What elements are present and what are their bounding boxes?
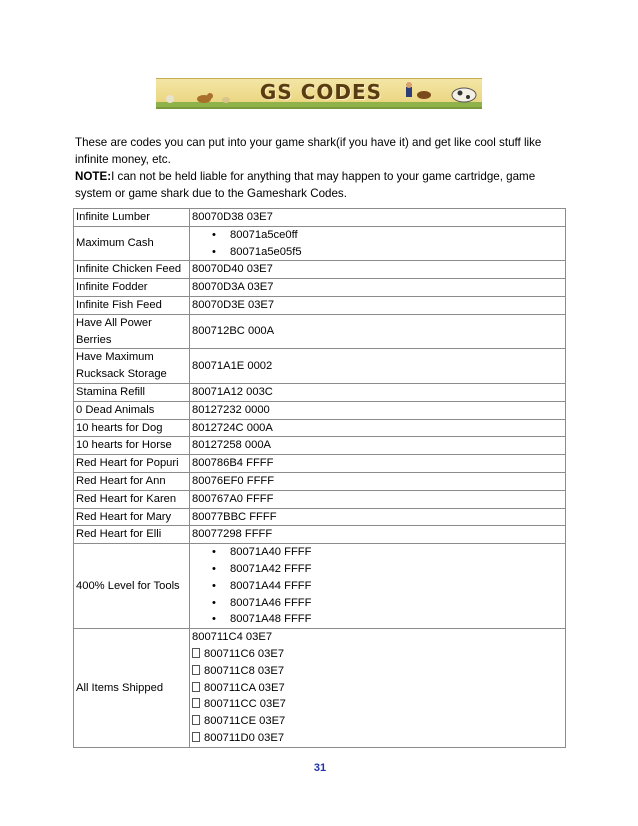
table-row — [74, 383, 566, 401]
table-row — [74, 349, 566, 384]
table-row — [74, 296, 566, 314]
code-value-cell: 80127258 000A — [190, 437, 566, 455]
table-row — [74, 419, 566, 437]
note-text: I can not be held liable for anything that may happen to your game cartridge, game system or game shark due to the Gameshark Codes. — [75, 170, 536, 200]
code-list — [192, 227, 563, 261]
code-list-item: • 80071a5e05f5 — [230, 244, 563, 261]
code-name-cell: 10 hearts for Dog — [74, 419, 190, 437]
code-value-cell: 800767A0 FFFF — [190, 490, 566, 508]
code-line-text: 800711CA 03E7 — [204, 681, 285, 694]
table-row — [74, 490, 566, 508]
code-value-cell: 8012724C 000A — [190, 419, 566, 437]
table-row — [74, 455, 566, 473]
intro-text — [75, 134, 545, 202]
code-value-cell: 80127232 0000 — [190, 401, 566, 419]
code-name-cell: Infinite Fodder — [74, 279, 190, 297]
table-row — [74, 437, 566, 455]
code-name-cell: Infinite Fish Feed — [74, 296, 190, 314]
code-name-cell: Red Heart for Mary — [74, 508, 190, 526]
code-value-cell: 80076EF0 FFFF — [190, 472, 566, 490]
code-name-cell: Stamina Refill — [74, 383, 190, 401]
code-value-cell: 80070D3E 03E7 — [190, 296, 566, 314]
code-name-cell: 400% Level for Tools — [74, 544, 190, 629]
table-row — [74, 209, 566, 227]
code-name-cell: 0 Dead Animals — [74, 401, 190, 419]
code-line-text: 800711CC 03E7 — [204, 698, 286, 711]
table-row — [74, 261, 566, 279]
table-row — [74, 226, 566, 261]
code-line-text: 800711CE 03E7 — [204, 715, 286, 728]
missing-glyph-box-icon — [192, 715, 200, 725]
gameshark-codes-table — [73, 208, 566, 748]
code-value-cell: 80070D40 03E7 — [190, 261, 566, 279]
code-line: 800711C4 03E7 — [192, 631, 273, 644]
code-value-cell: 80070D3A 03E7 — [190, 279, 566, 297]
code-name-cell: Red Heart for Elli — [74, 526, 190, 544]
note-label: NOTE: — [75, 170, 112, 183]
code-name-cell: Have Maximum Rucksack Storage — [74, 349, 190, 384]
code-list-item: • 80071A42 FFFF — [230, 561, 563, 578]
code-value-cell — [190, 226, 566, 261]
code-value-cell: 80070D38 03E7 — [190, 209, 566, 227]
code-line — [192, 680, 563, 697]
missing-glyph-box-icon — [192, 648, 200, 658]
code-line — [192, 730, 563, 747]
code-list-item: • 80071A44 FFFF — [230, 578, 563, 595]
code-name-cell: All Items Shipped — [74, 629, 190, 748]
code-list-item: • 80071A48 FFFF — [230, 611, 563, 628]
disclaimer-note — [75, 168, 545, 202]
table-row — [74, 314, 566, 349]
code-list — [192, 544, 563, 628]
page-number: 31 — [313, 762, 327, 774]
banner-farm-decoration-left — [164, 89, 234, 105]
code-line — [192, 696, 563, 713]
missing-glyph-box-icon — [192, 682, 200, 692]
code-line-text: 800711C8 03E7 — [204, 664, 285, 677]
table-row — [74, 544, 566, 629]
code-name-cell: Red Heart for Popuri — [74, 455, 190, 473]
code-value-cell — [190, 544, 566, 629]
table-row — [74, 472, 566, 490]
banner-farm-decoration-right — [396, 81, 480, 105]
code-value-cell: 80077298 FFFF — [190, 526, 566, 544]
code-line — [192, 646, 563, 663]
gs-codes-banner — [156, 78, 482, 109]
missing-glyph-box-icon — [192, 698, 200, 708]
table-row — [74, 401, 566, 419]
code-list-item: • 80071A46 FFFF — [230, 595, 563, 612]
table-row — [74, 279, 566, 297]
code-line-text: 800711D0 03E7 — [204, 731, 285, 744]
table-row — [74, 629, 566, 748]
code-line — [192, 663, 563, 680]
missing-glyph-box-icon — [192, 732, 200, 742]
code-name-cell: Infinite Chicken Feed — [74, 261, 190, 279]
table-row — [74, 508, 566, 526]
code-value-cell: 800712BC 000A — [190, 314, 566, 349]
code-name-cell: Red Heart for Ann — [74, 472, 190, 490]
code-value-cell: 80071A1E 0002 — [190, 349, 566, 384]
intro-paragraph: These are codes you can put into your game shark(if you have it) and get like cool stuff like infinite money, etc. — [75, 136, 542, 166]
code-value-cell: 80071A12 003C — [190, 383, 566, 401]
code-name-cell: 10 hearts for Horse — [74, 437, 190, 455]
table-row — [74, 526, 566, 544]
code-line — [192, 713, 563, 730]
code-name-cell: Infinite Lumber — [74, 209, 190, 227]
code-name-cell: Maximum Cash — [74, 226, 190, 261]
code-value-cell — [190, 629, 566, 748]
missing-glyph-box-icon — [192, 665, 200, 675]
code-list-item: • 80071A40 FFFF — [230, 544, 563, 561]
code-value-cell: 800786B4 FFFF — [190, 455, 566, 473]
code-value-cell: 80077BBC FFFF — [190, 508, 566, 526]
code-name-cell: Have All Power Berries — [74, 314, 190, 349]
code-list-item: • 80071a5ce0ff — [230, 227, 563, 244]
code-line-text: 800711C6 03E7 — [204, 647, 285, 660]
code-name-cell: Red Heart for Karen — [74, 490, 190, 508]
banner-title: GS CODES — [259, 80, 383, 104]
